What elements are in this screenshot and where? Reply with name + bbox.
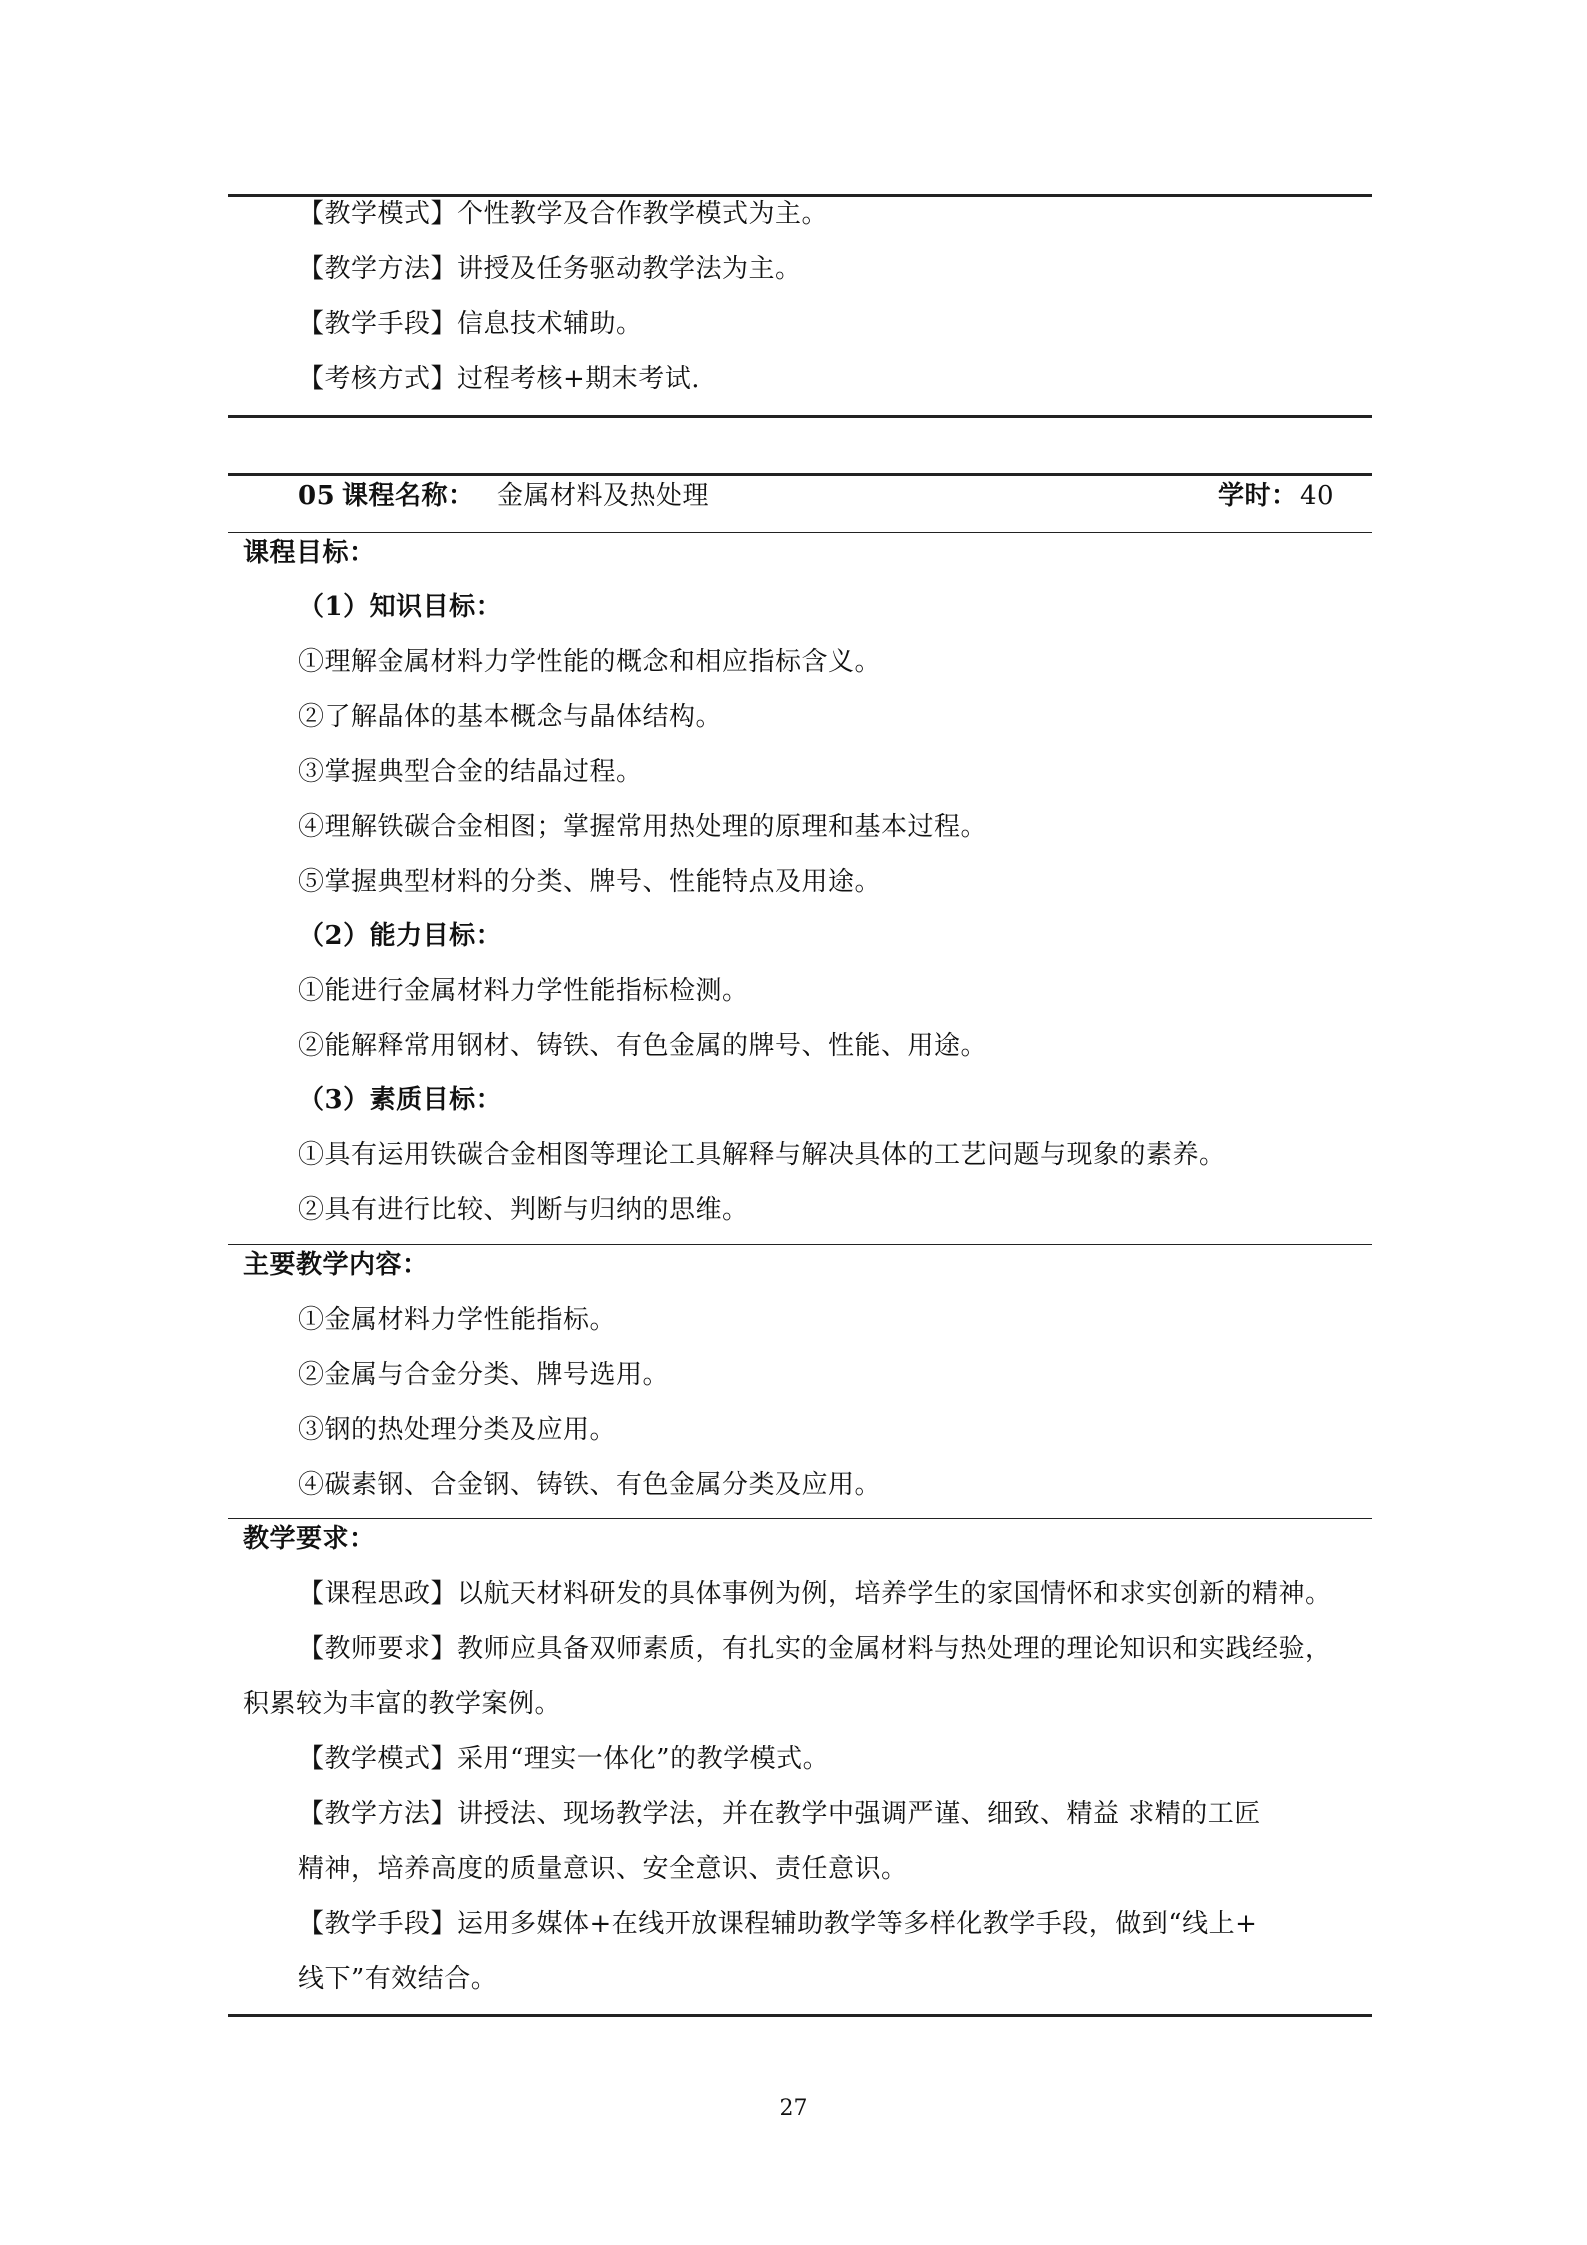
content-item: ①金属材料力学性能指标。 [298, 1305, 617, 1335]
prev-teaching-method: 【教学方法】讲授及任务驱动教学法为主。 [298, 254, 802, 284]
prev-teaching-means: 【教学手段】信息技术辅助。 [298, 309, 643, 339]
course-name: 金属材料及热处理 [497, 481, 710, 511]
course-table-bottom-rule [228, 2014, 1372, 2017]
knowledge-objective-item: ④理解铁碳合金相图；掌握常用热处理的原理和基本过程。 [298, 812, 988, 842]
page-number: 27 [779, 2096, 808, 2121]
requirement-line: 积累较为丰富的教学案例。 [243, 1689, 562, 1719]
content-item: ②金属与合金分类、牌号选用。 [298, 1360, 670, 1390]
requirement-line: 【教学方法】讲授法、现场教学法，并在教学中强调严谨、细致、精益 求精的工匠 [298, 1799, 1261, 1829]
requirements-heading: 教学要求： [243, 1524, 376, 1554]
content-item: ③钢的热处理分类及应用。 [298, 1415, 617, 1445]
requirement-line: 【教师要求】教师应具备双师素质，有扎实的金属材料与热处理的理论知识和实践经验， [298, 1634, 1332, 1664]
table-bottom-rule [228, 415, 1372, 418]
knowledge-objective-item: ⑤掌握典型材料的分类、牌号、性能特点及用途。 [298, 867, 882, 897]
quality-objectives-heading: （3）素质目标： [298, 1085, 503, 1115]
requirement-line: 精神，培养高度的质量意识、安全意识、责任意识。 [298, 1854, 908, 1884]
objectives-content-divider [228, 1244, 1372, 1245]
requirement-line: 【教学手段】运用多媒体+在线开放课程辅助教学等多样化教学手段，做到“线上+ [298, 1909, 1258, 1939]
knowledge-objective-item: ②了解晶体的基本概念与晶体结构。 [298, 702, 723, 732]
requirement-line: 【教学模式】采用“理实一体化”的教学模式。 [298, 1744, 830, 1774]
ability-objective-item: ②能解释常用钢材、铸铁、有色金属的牌号、性能、用途。 [298, 1031, 988, 1061]
course-header-bottom-rule [228, 532, 1372, 533]
course-code: 05 [298, 481, 336, 511]
course-header-top-rule [228, 473, 1372, 476]
quality-objective-item: ②具有进行比较、判断与归纳的思维。 [298, 1195, 749, 1225]
prev-teaching-mode: 【教学模式】个性教学及合作教学模式为主。 [298, 199, 829, 229]
requirement-line: 线下”有效结合。 [298, 1964, 498, 1994]
content-requirements-divider [228, 1518, 1372, 1519]
requirement-line: 【课程思政】以航天材料研发的具体事例为例，培养学生的家国情怀和求实创新的精神。 [298, 1579, 1332, 1609]
knowledge-objective-item: ③掌握典型合金的结晶过程。 [298, 757, 643, 787]
knowledge-objectives-heading: （1）知识目标： [298, 592, 503, 622]
course-hours-label: 学时： [1218, 481, 1298, 511]
course-hours: 40 [1300, 481, 1335, 511]
content-item: ④碳素钢、合金钢、铸铁、有色金属分类及应用。 [298, 1470, 882, 1500]
content-heading: 主要教学内容： [243, 1250, 429, 1280]
objectives-heading: 课程目标： [243, 538, 376, 568]
knowledge-objective-item: ①理解金属材料力学性能的概念和相应指标含义。 [298, 647, 882, 677]
ability-objectives-heading: （2）能力目标： [298, 921, 503, 951]
ability-objective-item: ①能进行金属材料力学性能指标检测。 [298, 976, 749, 1006]
course-name-label: 课程名称： [342, 481, 475, 511]
prev-assessment-method: 【考核方式】过程考核+期末考试. [298, 364, 701, 394]
quality-objective-item: ①具有运用铁碳合金相图等理论工具解释与解决具体的工艺问题与现象的素养。 [298, 1140, 1226, 1170]
